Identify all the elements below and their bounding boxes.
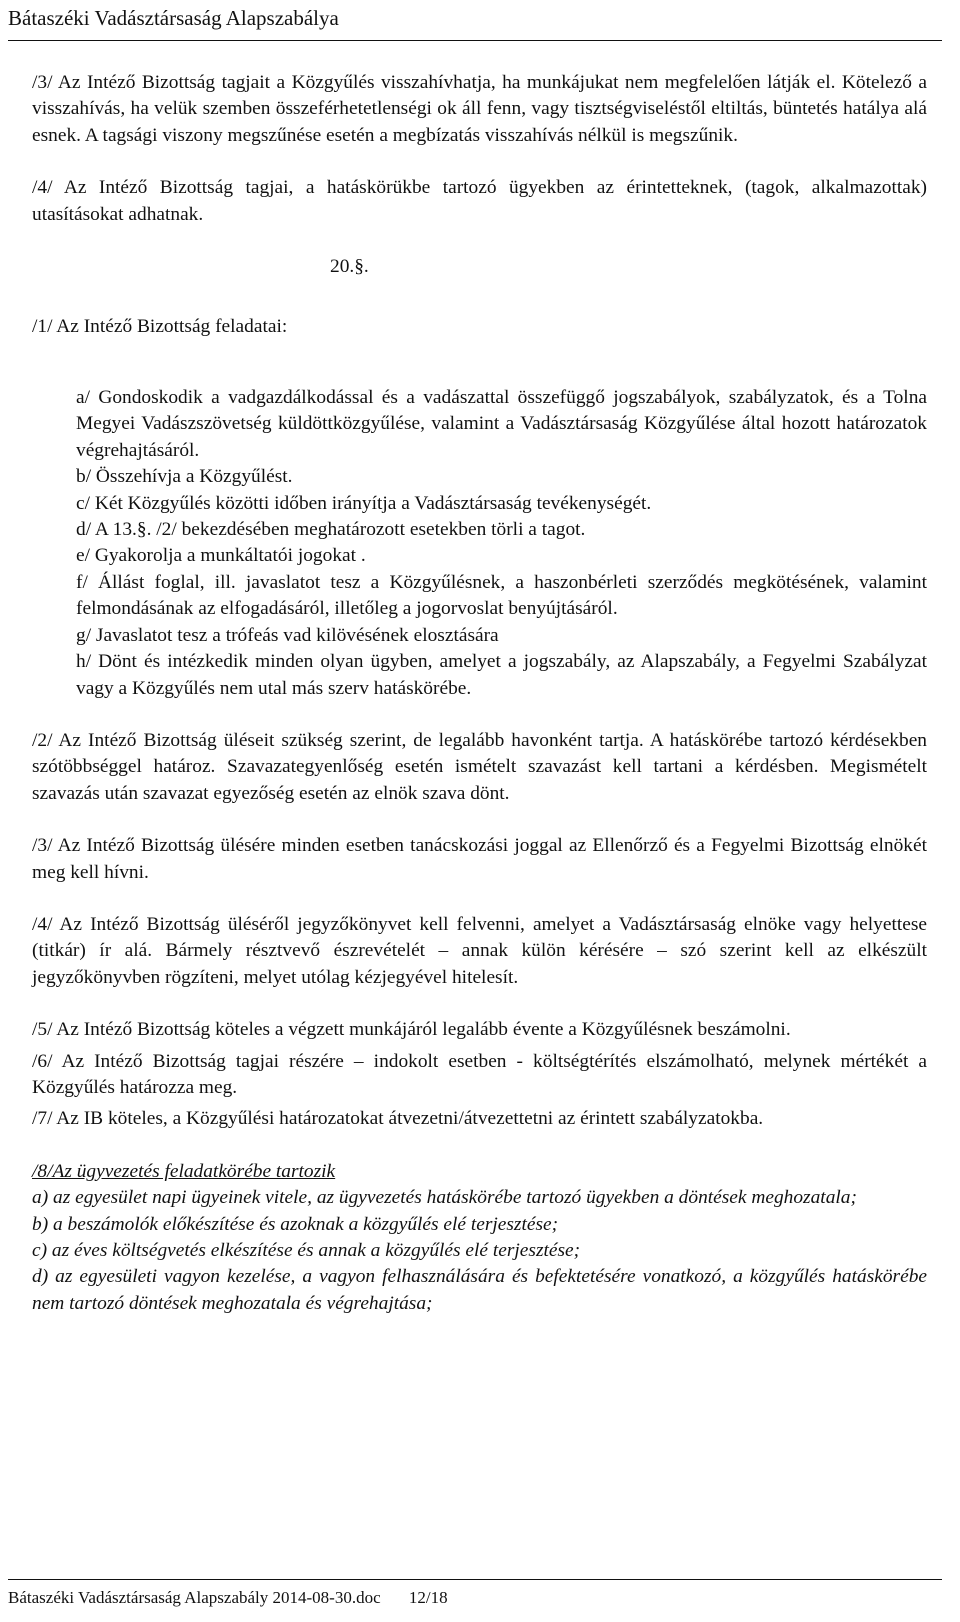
list-item: d) az egyesületi vagyon kezelése, a vagyon felhasználására és befektetésére vonatkozó, a közgyűlés hatáskörébe nem tartozó döntések meghozatala és végrehajtása; (32, 1266, 927, 1314)
list-item: a/ Gondoskodik a vadgazdálkodással és a vadászattal összefüggő jogszabályok, szabályzatok, és a Tolna Megyei Vadászszövetség küldöttközgyűlése, valamint a Vadásztársaság Közgyűlése által hozott határozatok végrehajtásáról. (76, 387, 927, 461)
list-item: h/ Dönt és intézkedik minden olyan ügyben, amelyet a jogszabály, az Alapszabály, a Fegyelmi Szabályzat vagy a Közgyűlés nem utal más szerv hatáskörébe. (76, 651, 927, 699)
paragraph-4: /4/ Az Intéző Bizottság tagjai, a hatáskörükbe tartozó ügyekben az érintetteknek, (tagok, alkalmazottak) utasításokat adhatnak. (32, 177, 927, 225)
section-title: /1/ Az Intéző Bizottság feladatai: (32, 316, 288, 338)
list-item: c/ Két Közgyűlés közötti időben irányítja a Vadásztársaság tevékenységét. (76, 492, 652, 514)
header-divider (8, 40, 942, 41)
paragraph-s7: /7/ Az IB köteles, a Közgyűlési határozatokat átvezetni/átvezettetni az érintett szabályzatokba. (32, 1108, 764, 1130)
tasks-list (32, 385, 927, 702)
section-number: 20.§. (330, 256, 369, 278)
footer-divider (8, 1579, 942, 1580)
management-section (32, 1159, 927, 1317)
page-footer (8, 1586, 448, 1610)
paragraph-s2: /2/ Az Intéző Bizottság üléseit szükség szerint, de legalább havonként tartja. A hatáskörébe tartozó kérdésekben szótöbbséggel határoz. Szavazategyenlőség esetén ismételt szavazást kell tartani a kérdésben. Megismételt szavazás után szavazat egyezőség esetén az elnök szava dönt. (32, 729, 927, 804)
section-heading (32, 254, 927, 344)
list-item: b) a beszámolók előkészítése és azoknak a közgyűlés elé terjesztése; (32, 1213, 559, 1235)
paragraph-s3: /3/ Az Intéző Bizottság ülésére minden esetben tanácskozási joggal az Ellenőrző és a Fegyelmi Bizottság elnökét meg kell hívni. (32, 835, 927, 883)
list-item: g/ Javaslatot tesz a trófeás vad kilövésének elosztására (76, 624, 499, 646)
list-item: d/ A 13.§. /2/ bekezdésében meghatározott esetekben törli a tagot. (76, 519, 586, 541)
paragraph-s6: /6/ Az Intéző Bizottság tagjai részére – indokolt esetben - költségtérítés elszámolható, melynek mértékét a Közgyűlés határozza meg. (32, 1050, 927, 1098)
list-item: e/ Gyakorolja a munkáltatói jogokat . (76, 545, 366, 567)
document-body (32, 70, 927, 1317)
list-item: a) az egyesület napi ügyeinek vitele, az ügyvezetés hatáskörébe tartozó ügyekben a döntések meghozatala; (32, 1187, 857, 1209)
paragraph-s5: /5/ Az Intéző Bizottság köteles a végzett munkájáról legalább évente a Közgyűlésnek beszámolni. (32, 1019, 791, 1041)
list-item: b/ Összehívja a Közgyűlést. (76, 466, 293, 488)
list-item: c) az éves költségvetés elkészítése és annak a közgyűlés elé terjesztése; (32, 1240, 581, 1261)
footer-page-number: 12/18 (408, 1588, 448, 1607)
page-header-title: Bátaszéki Vadásztársaság Alapszabálya (8, 6, 339, 30)
paragraph-3: /3/ Az Intéző Bizottság tagjait a Közgyűlés visszahívhatja, ha munkájukat nem megfelelően látják el. Kötelező a visszahívás, ha velük szemben összeférhetetlenségi ok áll fenn, vagy tisztségviseléstől eltiltás, büntetés hatálya alá esnek. A tagsági viszony megszűnése esetén a megbízatás visszahívás nélkül is megszűnik. (32, 72, 927, 146)
footer-filename: Bátaszéki Vadásztársaság Alapszabály 2014-08-30.doc (8, 1588, 381, 1607)
list-item: f/ Állást foglal, ill. javaslatot tesz a Közgyűlésnek, a haszonbérleti szerződés megkötésének, valamint felmondásának az elfogadásáról, illetőleg a jogorvoslat benyújtásáról. (76, 571, 927, 620)
management-heading: /8/Az ügyvezetés feladatkörébe tartozik (32, 1160, 336, 1182)
paragraph-s4: /4/ Az Intéző Bizottság üléséről jegyzőkönyvet kell felvenni, amelyet a Vadásztársaság elnöke vagy helyettese (titkár) ír alá. Bármely résztvevő észrevételét – annak külön kérésére – szó szerint kell az elkészült jegyzőkönyvben rögzíteni, melyet utólag kézjegyével hitelesít. (32, 913, 927, 988)
